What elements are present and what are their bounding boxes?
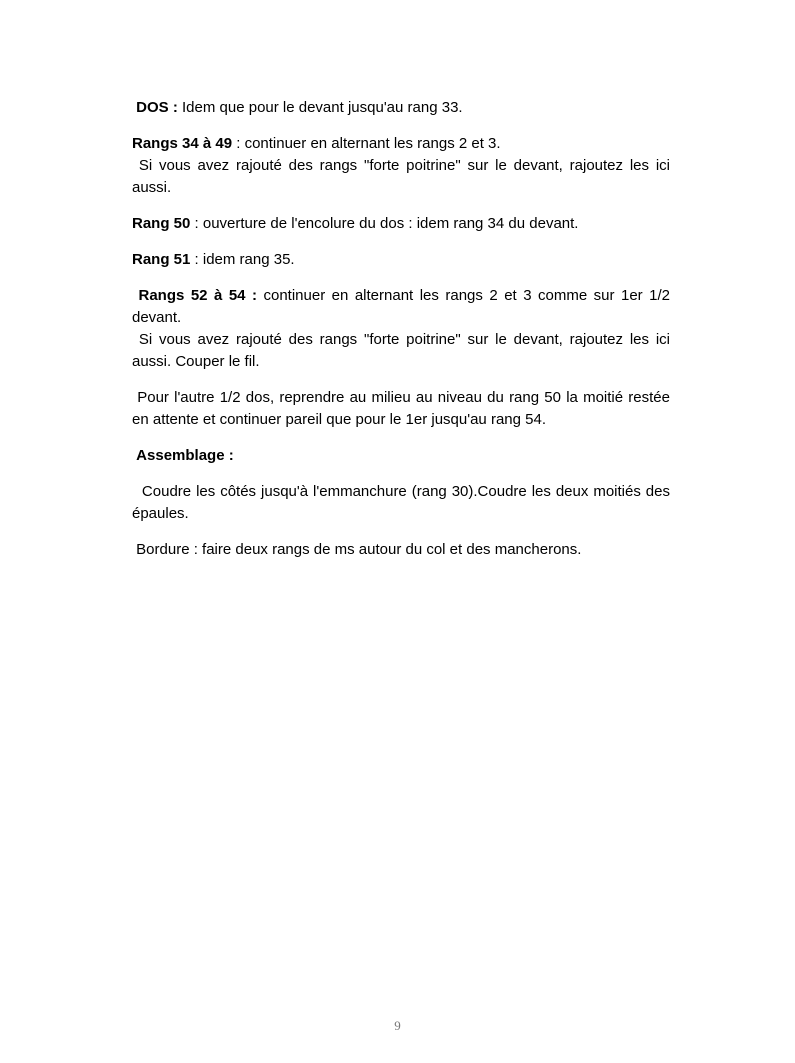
paragraph-autre-demi-dos [132, 387, 675, 431]
label-dos: DOS : [132, 99, 178, 116]
paragraph-rang-51 [132, 249, 670, 271]
label-rang-51: Rang 51 [132, 251, 191, 268]
label-rangs-52-54: Rangs 52 à 54 : [132, 287, 257, 304]
text-rang-50: : ouverture de l'encolure du dos : idem rang 34 du devant. [190, 215, 579, 232]
text-rangs-52-54: continuer en alternant les rangs 2 et 3 comme sur 1er 1/2 devant. [132, 287, 675, 326]
paragraph-bordure [132, 539, 670, 561]
paragraph-coudre [132, 481, 675, 525]
text-rang-51: : idem rang 35. [190, 251, 295, 268]
document-body [132, 97, 675, 575]
paragraph-rangs-34-49 [132, 133, 675, 199]
label-rang-50: Rang 50 [132, 215, 191, 232]
note-forte-poitrine: Si vous avez rajouté des rangs "forte poitrine" sur le devant, rajoutez les ici aussi. [132, 157, 675, 196]
paragraph-rangs-52-54 [132, 285, 675, 373]
note-forte-poitrine-couper: Si vous avez rajouté des rangs "forte poitrine" sur le devant, rajoutez les ici aussi. Couper le fil. [132, 331, 675, 370]
text-dos: Idem que pour le devant jusqu'au rang 33. [177, 99, 463, 116]
label-assemblage: Assemblage : [132, 447, 234, 464]
text-bordure: Bordure : faire deux rangs de ms autour du col et des mancherons. [132, 541, 582, 558]
paragraph-rang-50 [132, 213, 670, 235]
paragraph-dos [132, 97, 670, 119]
text-rangs-34-49: : continuer en alternant les rangs 2 et 3. [232, 135, 501, 152]
page-number: 9 [394, 1018, 401, 1033]
text-coudre: Coudre les côtés jusqu'à l'emmanchure (rang 30).Coudre les deux moitiés des épaules. [132, 483, 675, 522]
label-rangs-34-49: Rangs 34 à 49 [132, 135, 233, 152]
heading-assemblage [132, 445, 670, 467]
text-autre-demi-dos: Pour l'autre 1/2 dos, reprendre au milieu au niveau du rang 50 la moitié restée en attente et continuer pareil que pour le 1er jusqu'au rang 54. [132, 389, 675, 428]
